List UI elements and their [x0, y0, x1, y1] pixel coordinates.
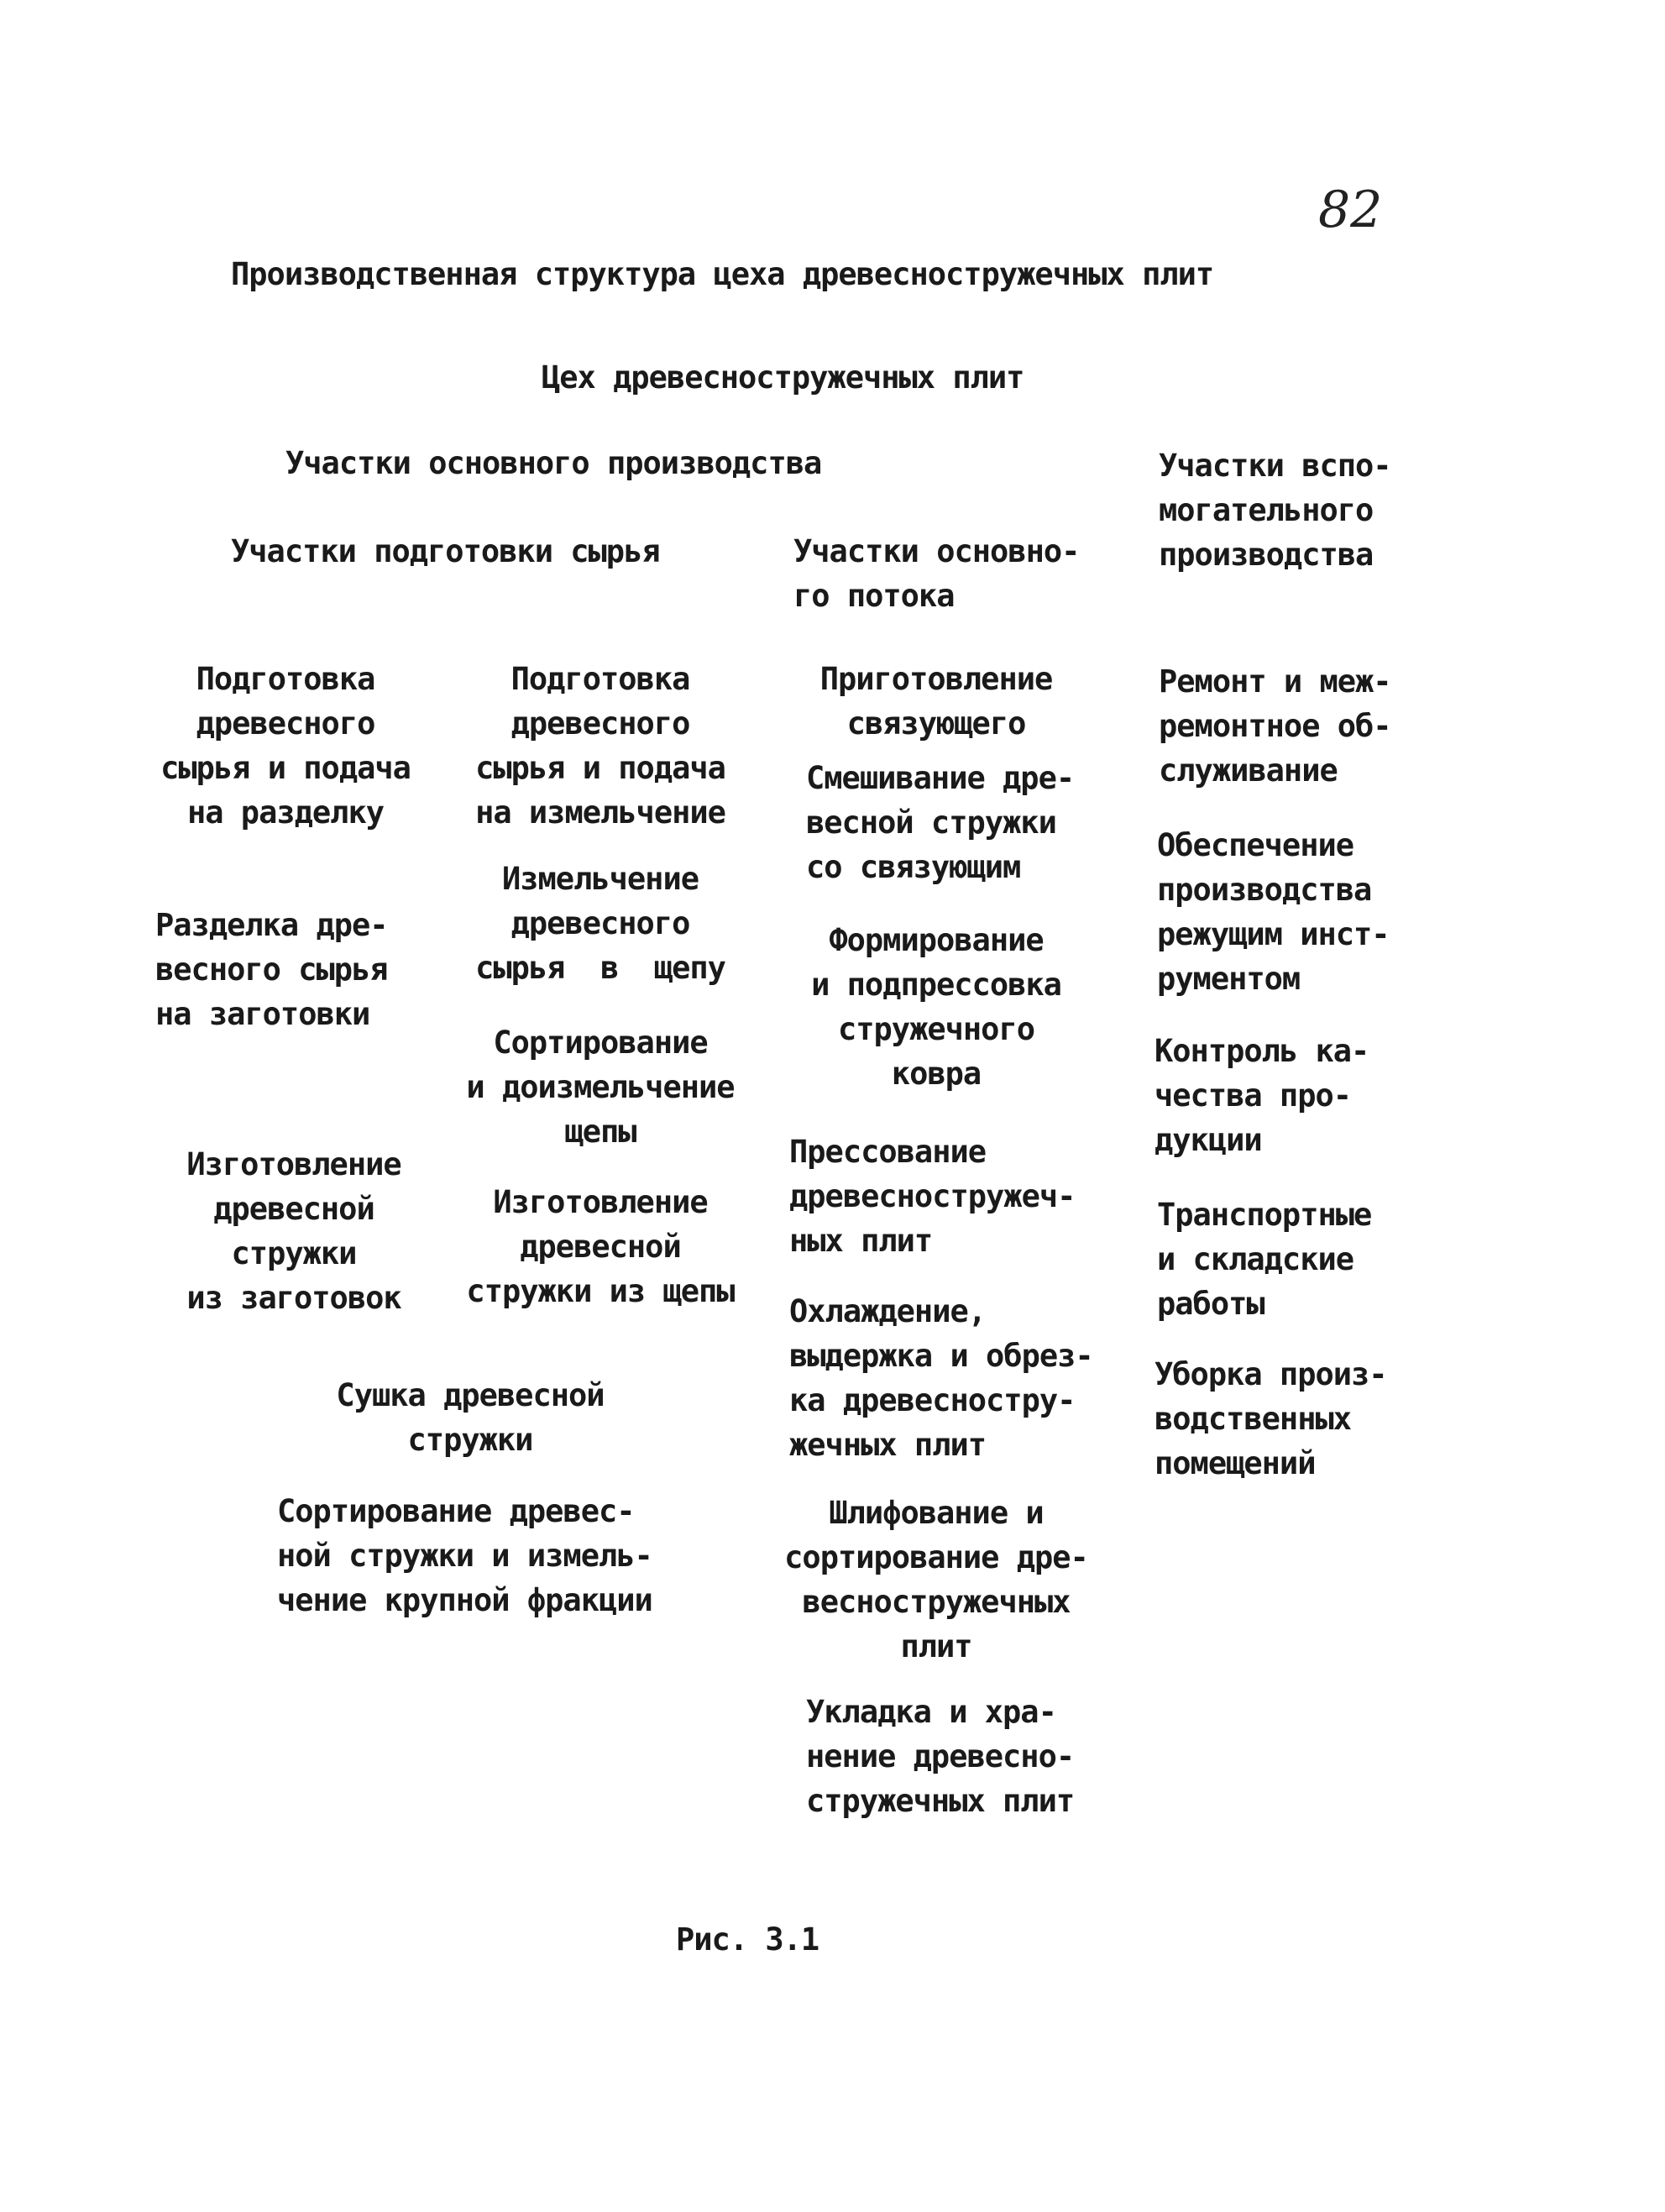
main-production-heading: Участки основного производства — [285, 445, 822, 481]
page-number: 82 — [1318, 181, 1383, 239]
aux-item: Транспортные и складские работы — [1157, 1197, 1372, 1322]
aux-item: Контроль ка- чества про- дукции — [1155, 1033, 1369, 1158]
page-title: Производственная структура цеха древесностружечных плит — [231, 256, 1214, 292]
main-flow-heading: Участки основно- го потока — [793, 533, 1080, 614]
main-flow-item: Смешивание дре- весной стружки со связующим — [806, 760, 1075, 885]
raw-prep-heading: Участки подготовки сырья — [231, 533, 660, 569]
aux-production-heading: Участки вспо- могательного производства — [1159, 448, 1391, 573]
sorting-node: Сортирование древес- ной стружки и измель- чение крупной фракции — [277, 1493, 652, 1618]
main-flow-item: Укладка и хра- нение древесно- стружечных плит — [806, 1694, 1075, 1819]
raw-prep-col2-item: Измельчение древесного сырья в щепу — [475, 861, 725, 986]
figure-caption: Рис. 3.1 — [676, 1921, 819, 1958]
aux-item: Обеспечение производства режущим инст- рументом — [1157, 827, 1390, 997]
main-flow-item: Прессование древесностружеч- ных плит — [789, 1134, 1076, 1259]
root-node: Цех древесностружечных плит — [542, 359, 1024, 396]
aux-item: Уборка произ- водственных помещений — [1155, 1356, 1387, 1481]
raw-prep-col2-item: Изготовление древесной стружки из щепы — [466, 1184, 735, 1309]
raw-prep-col1-item: Изготовление древесной стружки из заготовок — [186, 1146, 401, 1316]
raw-prep-col1-item: Подготовка древесного сырья и подача на разделку — [160, 661, 411, 831]
main-flow-item: Охлаждение, выдержка и обрез- ка древесностру- жечных плит — [789, 1293, 1093, 1463]
raw-prep-col2-item: Подготовка древесного сырья и подача на измельчение — [475, 661, 725, 831]
main-flow-item: Приготовление связующего — [819, 661, 1053, 742]
main-flow-item: Шлифование и сортирование дре- весностружечных плит — [784, 1495, 1088, 1664]
drying-node: Сушка древесной стружки — [336, 1377, 605, 1458]
main-flow-item: Формирование и подпрессовка стружечного ковра — [811, 922, 1061, 1092]
aux-item: Ремонт и меж- ремонтное об- служивание — [1159, 663, 1391, 789]
raw-prep-col2-item: Сортирование и доизмельчение щепы — [466, 1025, 735, 1150]
raw-prep-col1-item: Разделка дре- весного сырья на заготовки — [155, 907, 388, 1032]
